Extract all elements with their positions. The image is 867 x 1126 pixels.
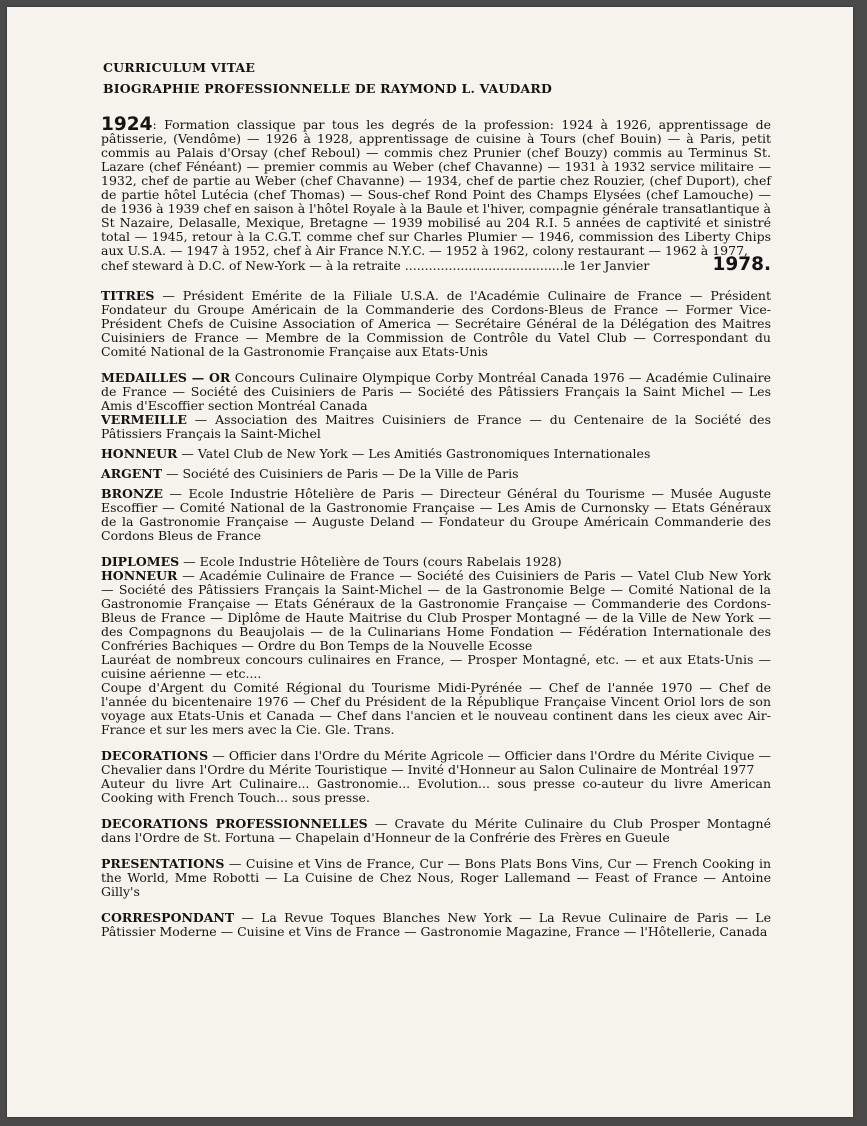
section-text: — Ecole Industrie Hôtelière de Tours (cours Rabelais 1928) [179,554,562,569]
section-text: — Ecole Industrie Hôtelière de Paris — Directeur Général du Tourisme — Musée Auguste Escoffier — Comité National de la Gastronomie Française — Les Amis de Curnonsky — Etats Généraux de la Gastronomie Française — Auguste Deland — Fondateur du Groupe Américain Commanderie des Cordons Bleus de France [101,486,771,543]
section-presentations [101,857,771,899]
document-page [7,7,853,1117]
section-text: — Vatel Club de New York — Les Amitiés Gastronomiques Internationales [177,446,651,461]
section-laureat [101,653,771,681]
section-keyword: DIPLOMES [101,554,180,569]
biography-text: : Formation classique par tous les degrés de la profession: 1924 à 1926, apprentissage de pâtisserie, (Vendôme) — 1926 à 1928, apprentissage de cuisine à Tours (chef Bouin) — à Paris, petit commis au Palais d'Orsay (chef Reboul) — commis chez Prunier (chef Bouzy) commis au Terminus St. Lazare (chef Fénéant) — premier commis au Weber (chef Chavanne) — 1931 à 1932 service militaire — 1932, chef de partie au Weber (chef Chavanne) — 1934, chef de partie chez Rouzier, (chef Duport), chef de partie hôtel Lutécia (chef Thomas) — Sous-chef Rond Point des Champs Elysées (chef Lamouche) — de 1936 à 1939 chef en saison à l'hôtel Royale à la Baule et l'hiver, compagnie générale transatlantique à St Nazaire, Delasalle, Mexique, Bretagne — 1939 mobilisé au 204 R.I. 5 années de captivité et sinistré total — 1945, retour à la C.G.T. comme chef sur Charles Plumier — 1946, commission des Liberty Chips aux U.S.A. — 1947 à 1952, chef à Air France N.Y.C. — 1952 à 1962, colony restaurant — 1962 à 1977, [101,117,771,258]
section-text: Coupe d'Argent du Comité Régional du Tourisme Midi-Pyrénée — Chef de l'année 1970 — Chef de l'année du bicentenaire 1976 — Chef du Président de la République Française Vincent Oriol lors de son voyage aux Etats-Unis et Canada — Chef dans l'ancien et le nouveau continent dans les cieux avec Air-France et sur les mers avec la Cie. Gle. Trans. [101,680,771,737]
section-keyword: TITRES [101,288,155,303]
section-keyword: BRONZE [101,486,163,501]
biography-last-line [101,254,771,275]
cv-content [101,57,771,939]
section-text: Lauréat de nombreux concours culinaires en France, — Prosper Montagné, etc. — et aux Etats-Unis — cuisine aérienne — etc.... [101,652,771,681]
section-keyword: ARGENT [101,466,163,481]
section-keyword: HONNEUR [101,568,178,583]
section-keyword: HONNEUR [101,446,178,461]
section-text: — Officier dans l'Ordre du Mérite Agricole — Officier dans l'Ordre du Mérite Civique — Chevalier dans l'Ordre du Mérite Touristique — Invité d'Honneur au Salon Culinaire de Montréal 1977 [101,748,771,777]
section-coupe-argent [101,681,771,737]
section-medailles-or [101,371,771,413]
section-text: Auteur du livre Art Culinaire... Gastronomie... Evolution... sous presse co-auteur du livre American Cooking with French Touch... sous presse. [101,776,771,805]
section-honneur-diplomes [101,569,771,653]
section-text: — Société des Cuisiniers de Paris — De la Ville de Paris [162,466,519,481]
section-decorations [101,749,771,777]
document-title: CURRICULUM VITAE [103,60,256,75]
document-header [103,57,771,99]
biography-paragraph [101,114,771,275]
section-keyword: CORRESPONDANT [101,910,235,925]
start-year: 1924 [101,114,153,135]
section-text: — Association des Maitres Cuisiniers de France — du Centenaire de la Société des Pâtissiers Français la Saint-Michel [101,412,771,441]
section-vermeille [101,413,771,441]
section-text: — Académie Culinaire de France — Société des Cuisiniers de Paris — Vatel Club New York — Société des Pâtissiers Français la Saint-Michel — de la Gastronomie Belge — Comité National de la Gastronomie Française — Etats Généraux de la Gastronomie Française — Commanderie des Cordons-Bleus de France — Diplôme de Haute Maitrise du Club Prosper Montagné — de la Ville de New York — des Compagnons du Beaujolais — de la Culinarians Home Fondation — Fédération Internationale des Confréries Bachiques — Ordre du Bon Temps de la Nouvelle Ecosse [101,568,771,653]
section-correspondant [101,911,771,939]
section-titres [101,289,771,359]
document-subtitle: BIOGRAPHIE PROFESSIONNELLE DE RAYMOND L. VAUDARD [103,81,553,96]
section-decorations-professionnelles [101,817,771,845]
section-diplomes [101,555,771,569]
section-bronze [101,487,771,543]
section-text: Concours Culinaire Olympique Corby Montréal Canada 1976 — Académie Culinaire de France — Société des Cuisiniers de Paris — Société des Pâtissiers Français la Saint Michel — Les Amis d'Escoffier section Montréal Canada [101,370,771,413]
section-keyword: VERMEILLE [101,412,187,427]
section-text: — Président Emérite de la Filiale U.S.A. de l'Académie Culinaire de France — Président Fondateur du Groupe Américain de la Commanderie des Cordons-Bleus de France — Former Vice-Président Chefs de Cuisine Association of America — Secrétaire Général de la Délégation des Maitres Cuisiniers de France — Membre de la Commission de Contrôle du Vatel Club — Correspondant du Comité National de la Gastronomie Française aux Etats-Unis [101,288,771,359]
section-auteur [101,777,771,805]
retirement-text: chef steward à D.C. of New-York — à la retraite ........................................le 1er Janvier [101,258,650,273]
section-text: — Cuisine et Vins de France, Cur — Bons Plats Bons Vins, Cur — French Cooking in the World, Mme Robotti — La Cuisine de Chez Nous, Roger Lallemand — Feast of France — Antoine Gilly's [101,856,771,899]
section-text: — La Revue Toques Blanches New York — La Revue Culinaire de Paris — Le Pâtissier Moderne — Cuisine et Vins de France — Gastronomie Magazine, France — l'Hôtellerie, Canada [101,910,771,939]
section-keyword: PRESENTATIONS [101,856,225,871]
end-year: 1978. [712,254,771,275]
section-text: — Cravate du Mérite Culinaire du Club Prosper Montagné dans l'Ordre de St. Fortuna — Chapelain d'Honneur de la Confrérie des Frères en Gueule [101,816,771,845]
section-keyword: DECORATIONS PROFESSIONNELLES [101,816,368,831]
section-honneur-medal [101,447,771,461]
section-keyword: DECORATIONS [101,748,209,763]
section-argent [101,467,771,481]
section-keyword: MEDAILLES — OR [101,370,231,385]
